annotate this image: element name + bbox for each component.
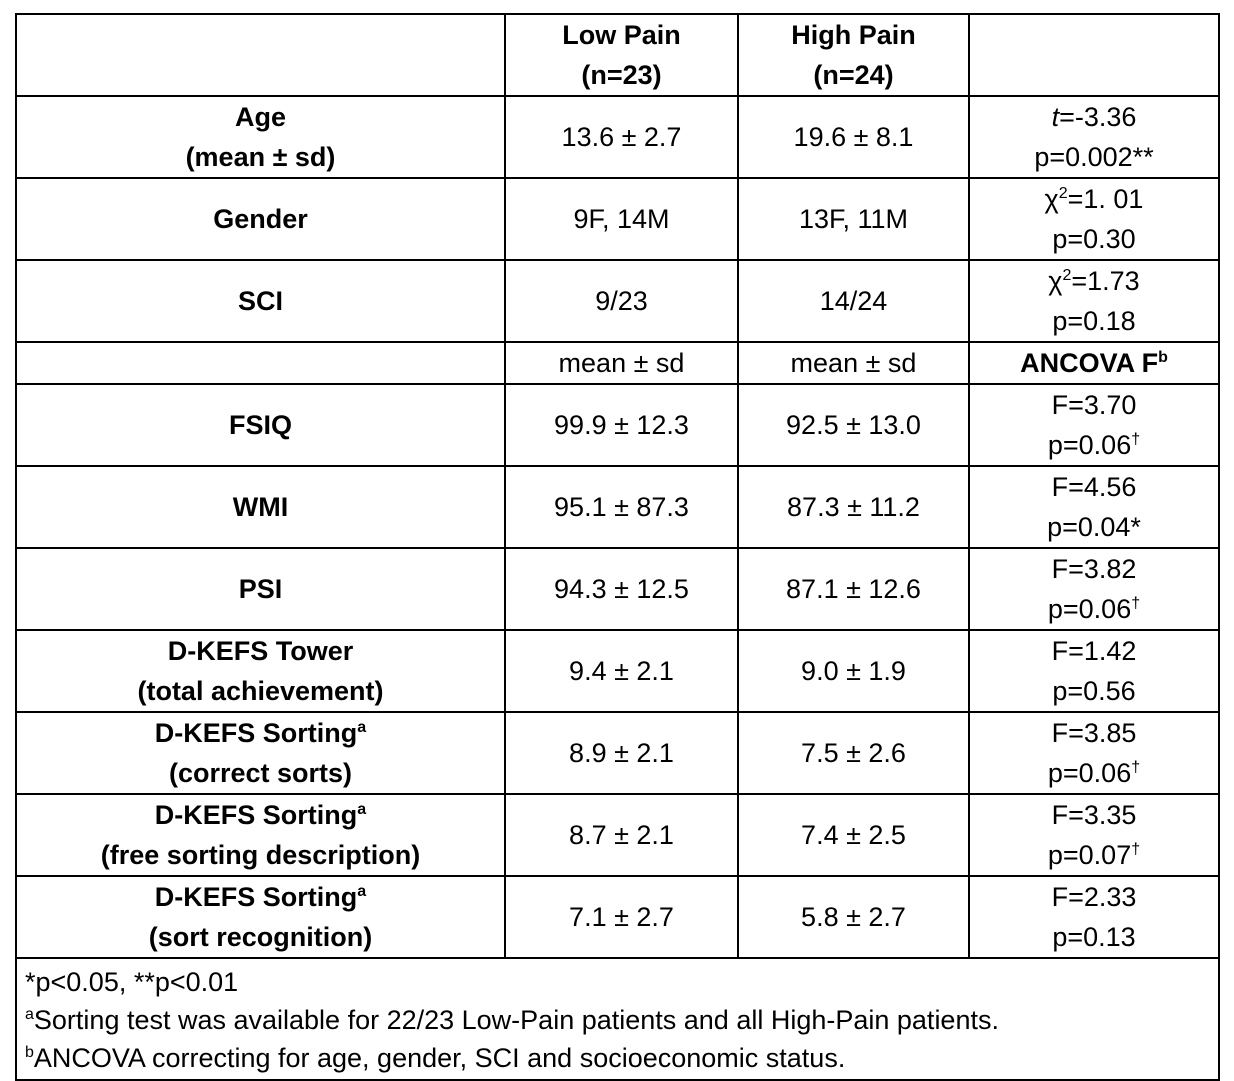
low-pain-text: 13.6 ± 2.7: [561, 122, 682, 152]
stat-value: [969, 178, 1219, 260]
low-pain-value: [505, 96, 738, 178]
footnote-a-mark: a: [25, 1006, 34, 1023]
stat-number: =1. 01: [1067, 184, 1144, 214]
low-pain-value: [505, 794, 738, 876]
row-label-main: D-KEFS Tower: [167, 636, 354, 666]
stat-value: [969, 384, 1219, 466]
high-pain-value: [738, 794, 969, 876]
stat-value: [969, 876, 1219, 958]
low-pain-value: [505, 384, 738, 466]
low-pain-text: 95.1 ± 87.3: [554, 492, 689, 522]
p-value: p=0.06: [1047, 594, 1132, 624]
table-row: [16, 794, 1219, 876]
table-row: [16, 260, 1219, 342]
row-label-main: D-KEFS Sorting: [154, 882, 358, 912]
row-label-main: SCI: [237, 286, 283, 316]
stat-value: [969, 260, 1219, 342]
high-pain-value: [738, 466, 969, 548]
high-pain-value: [738, 548, 969, 630]
row-label-sub: (mean ± sd): [185, 142, 336, 172]
table-row: [16, 712, 1219, 794]
stat-value: [969, 794, 1219, 876]
high-pain-n: (n=24): [813, 60, 894, 90]
table-row: [16, 630, 1219, 712]
f-value: F=4.56: [1051, 472, 1137, 502]
row-label: [16, 178, 505, 260]
row-label-main: PSI: [238, 574, 283, 604]
footnote-b: [25, 1039, 1210, 1077]
subheader-low-text: mean ± sd: [558, 348, 685, 378]
high-pain-value: [738, 384, 969, 466]
stat-number: =-3.36: [1059, 102, 1137, 132]
row-label-main: WMI: [232, 492, 289, 522]
high-pain-value: [738, 96, 969, 178]
f-value: F=3.85: [1051, 718, 1137, 748]
p-value-superscript: †: [1131, 841, 1141, 858]
high-pain-text: 7.4 ± 2.5: [801, 820, 906, 850]
footnote-b-text: ANCOVA correcting for age, gender, SCI and socioeconomic status.: [33, 1043, 846, 1073]
low-pain-value: [505, 466, 738, 548]
row-label: [16, 876, 505, 958]
high-pain-value: [738, 876, 969, 958]
row-label-sub: (total achievement): [137, 676, 384, 706]
p-value-superscript: †: [1131, 759, 1141, 776]
row-label-main: D-KEFS Sorting: [154, 718, 358, 748]
high-pain-text: 87.1 ± 12.6: [786, 574, 921, 604]
footnote-a: [25, 1001, 1210, 1039]
p-value: p=0.07: [1047, 840, 1132, 870]
stat-value: [969, 466, 1219, 548]
row-label: [16, 466, 505, 548]
low-pain-value: [505, 178, 738, 260]
low-pain-value: [505, 260, 738, 342]
stat-value: [969, 712, 1219, 794]
high-pain-text: 7.5 ± 2.6: [801, 738, 906, 768]
row-label: [16, 712, 505, 794]
low-pain-value: [505, 548, 738, 630]
high-pain-value: [738, 630, 969, 712]
low-pain-text: 9.4 ± 2.1: [569, 656, 674, 686]
row-label-main: D-KEFS Sorting: [154, 800, 358, 830]
p-value: p=0.06: [1047, 430, 1132, 460]
row-label-sub: (correct sorts): [168, 758, 353, 788]
p-value: p=0.30: [1052, 224, 1136, 254]
row-label-sub: (free sorting description): [100, 840, 421, 870]
p-value: p=0.002**: [1034, 142, 1154, 172]
row-label: [16, 794, 505, 876]
f-value: F=3.82: [1051, 554, 1137, 584]
table-row: [16, 548, 1219, 630]
row-label: [16, 260, 505, 342]
f-value: F=3.70: [1051, 390, 1137, 420]
f-value: F=2.33: [1051, 882, 1137, 912]
high-pain-value: [738, 712, 969, 794]
low-pain-text: 8.7 ± 2.1: [569, 820, 674, 850]
stat-symbol: t: [1051, 102, 1060, 132]
header-empty-cell: [16, 14, 505, 96]
high-pain-text: 92.5 ± 13.0: [786, 410, 921, 440]
stat-value: [969, 96, 1219, 178]
results-table: [15, 13, 1220, 1081]
high-pain-text: 19.6 ± 8.1: [793, 122, 914, 152]
stat-superscript: 2: [1062, 267, 1072, 284]
table-row: [16, 466, 1219, 548]
header-stat-cell: [969, 14, 1219, 96]
row-label: [16, 630, 505, 712]
table-row: [16, 178, 1219, 260]
high-pain-text: 14/24: [819, 286, 888, 316]
low-pain-n: (n=23): [581, 60, 662, 90]
subheader-high: [738, 342, 969, 384]
subheader-stat-superscript: b: [1158, 349, 1168, 366]
high-pain-text: 13F, 11M: [798, 204, 909, 234]
stat-symbol: χ: [1048, 266, 1063, 296]
low-pain-value: [505, 876, 738, 958]
stat-value: [969, 548, 1219, 630]
subheader-row: [16, 342, 1219, 384]
stat-symbol: χ: [1044, 184, 1059, 214]
stat-number: =1.73: [1071, 266, 1140, 296]
low-pain-text: 9/23: [595, 286, 648, 316]
row-label: [16, 384, 505, 466]
subheader-low: [505, 342, 738, 384]
low-pain-title: Low Pain: [562, 20, 681, 50]
row-label-main: Gender: [213, 204, 308, 234]
p-value: p=0.18: [1052, 306, 1136, 336]
subheader-stat: [969, 342, 1219, 384]
row-label: [16, 96, 505, 178]
high-pain-title: High Pain: [791, 20, 916, 50]
subheader-stat-text: ANCOVA F: [1020, 348, 1159, 378]
footnote-b-mark: b: [25, 1044, 34, 1061]
low-pain-text: 8.9 ± 2.1: [569, 738, 674, 768]
table-row: [16, 384, 1219, 466]
row-label: [16, 548, 505, 630]
row-label-superscript: a: [357, 801, 367, 818]
p-value: p=0.04*: [1047, 512, 1141, 542]
high-pain-value: [738, 178, 969, 260]
p-value-superscript: †: [1131, 595, 1141, 612]
table-row: [16, 96, 1219, 178]
subheader-high-text: mean ± sd: [790, 348, 917, 378]
stat-superscript: 2: [1058, 185, 1068, 202]
footnote-significance-text: *p<0.05, **p<0.01: [25, 967, 239, 997]
row-label-superscript: a: [357, 883, 367, 900]
p-value: p=0.06: [1047, 758, 1132, 788]
low-pain-text: 99.9 ± 12.3: [554, 410, 689, 440]
low-pain-text: 7.1 ± 2.7: [569, 902, 674, 932]
table-row: [16, 876, 1219, 958]
row-label-sub: (sort recognition): [148, 922, 373, 952]
row-label-main: FSIQ: [228, 410, 292, 440]
f-value: F=1.42: [1051, 636, 1137, 666]
high-pain-text: 5.8 ± 2.7: [801, 902, 906, 932]
p-value: p=0.13: [1052, 922, 1136, 952]
p-value-superscript: †: [1131, 431, 1141, 448]
low-pain-text: 94.3 ± 12.5: [554, 574, 689, 604]
f-value: F=3.35: [1051, 800, 1137, 830]
high-pain-value: [738, 260, 969, 342]
footnote-a-text: Sorting test was available for 22/23 Low-Pain patients and all High-Pain patients.: [33, 1005, 999, 1035]
row-label-main: Age: [234, 102, 286, 132]
row-label-superscript: a: [357, 719, 367, 736]
subheader-empty: [16, 342, 505, 384]
header-row: [16, 14, 1219, 96]
header-high-pain: [738, 14, 969, 96]
high-pain-text: 87.3 ± 11.2: [787, 492, 920, 522]
low-pain-text: 9F, 14M: [573, 204, 670, 234]
low-pain-value: [505, 712, 738, 794]
low-pain-value: [505, 630, 738, 712]
high-pain-text: 9.0 ± 1.9: [801, 656, 906, 686]
p-value: p=0.56: [1052, 676, 1136, 706]
stat-value: [969, 630, 1219, 712]
header-low-pain: [505, 14, 738, 96]
footnote-significance: [25, 963, 1210, 1001]
